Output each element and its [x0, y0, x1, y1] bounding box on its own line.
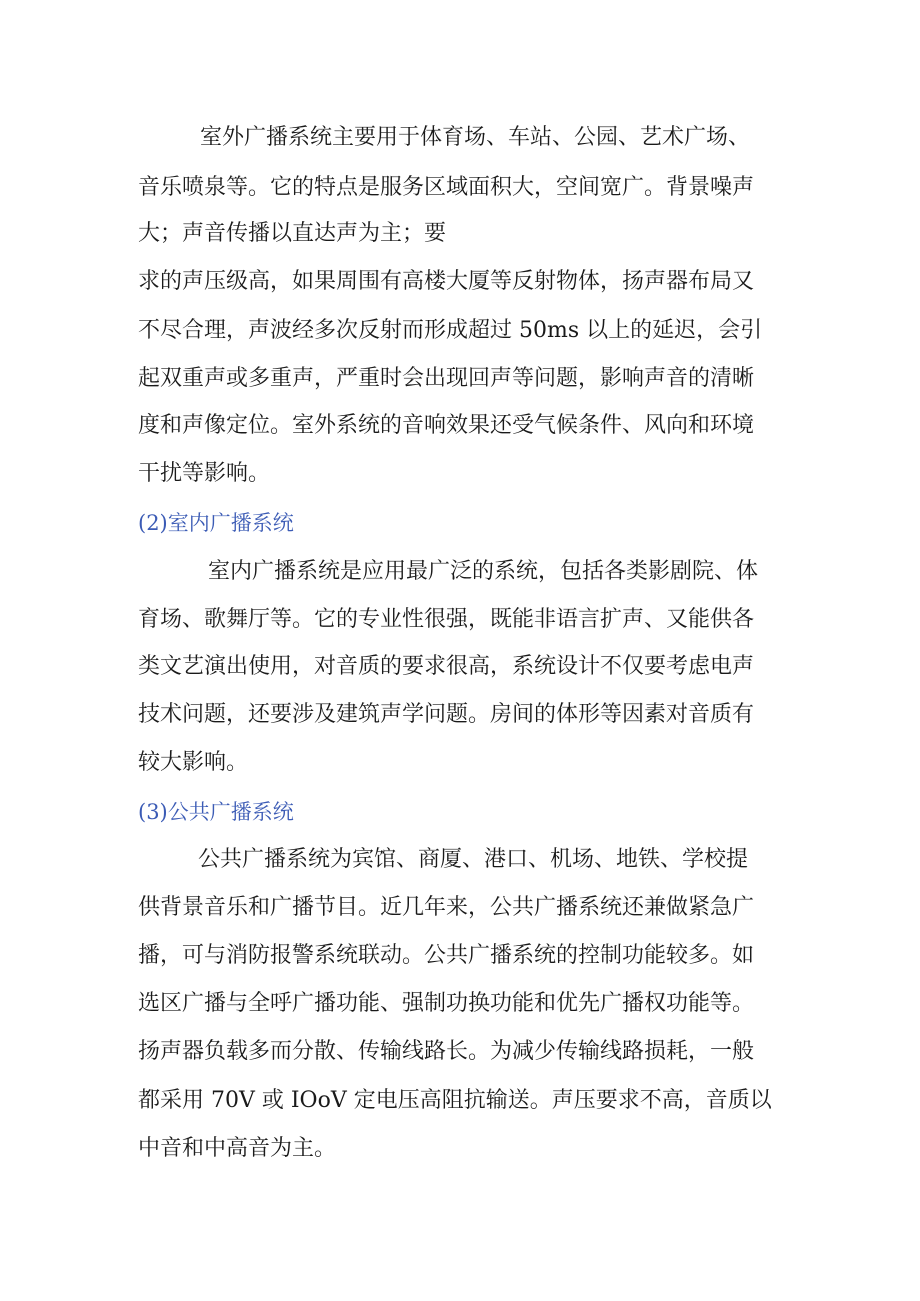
paragraph-3-line-7: 中音和中高音为主。 — [138, 1136, 337, 1161]
paragraph-2-line-1: 室内广播系统是应用最广泛的系统，包括各类影剧院、体 — [208, 559, 759, 584]
paragraph-1-line-5: 不尽合理，声波经多次反射而形成超过 50ms 以上的延迟，会引 — [138, 318, 763, 343]
paragraph-2-line-2: 育场、歌舞厅等。它的专业性很强，既能非语言扩声、又能供各 — [138, 607, 755, 632]
section-heading-indoor: (2)室内广播系统 — [138, 511, 294, 535]
paragraph-2-line-4: 技术问题，还要涉及建筑声学问题。房间的体形等因素对音质有 — [138, 702, 755, 727]
paragraph-3-line-5: 扬声器负载多而分散、传输线路长。为减少传输线路损耗，一般 — [138, 1039, 755, 1064]
paragraph-2-line-3: 类文艺演出使用，对音质的要求很高，系统设计不仅要考虑电声 — [138, 654, 755, 679]
paragraph-3-line-3: 播，可与消防报警系统联动。公共广播系统的控制功能较多。如 — [138, 943, 755, 968]
paragraph-3-line-1: 公共广播系统为宾馆、商厦、港口、机场、地铁、学校提 — [198, 847, 749, 872]
paragraph-1-line-2: 音乐喷泉等。它的特点是服务区域面积大，空间宽广。背景噪声 — [138, 175, 755, 200]
paragraph-1-line-3: 大；声音传播以直达声为主；要 — [138, 221, 447, 246]
paragraph-1-line-8: 干扰等影响。 — [138, 461, 271, 486]
paragraph-2-line-5: 较大影响。 — [138, 750, 249, 775]
paragraph-3-line-6: 都采用 70V 或 IOoV 定电压高阻抗输送。声压要求不高，音质以 — [138, 1088, 772, 1113]
paragraph-3-line-2: 供背景音乐和广播节目。近几年来，公共广播系统还兼做紧急广 — [138, 895, 755, 920]
paragraph-3-line-4: 选区广播与全呼广播功能、强制功换功能和优先广播权功能等。 — [138, 991, 755, 1016]
paragraph-1-line-1: 室外广播系统主要用于体育场、车站、公园、艺术广场、 — [200, 125, 751, 150]
section-heading-public: (3)公共广播系统 — [138, 800, 294, 824]
paragraph-1-line-4: 求的声压级高，如果周围有高楼大厦等反射物体，扬声器布局又 — [138, 269, 755, 294]
paragraph-1-line-7: 度和声像定位。室外系统的音响效果还受气候条件、风向和环境 — [138, 413, 755, 438]
paragraph-1-line-6: 起双重声或多重声，严重时会出现回声等问题，影响声音的清晰 — [138, 366, 755, 391]
